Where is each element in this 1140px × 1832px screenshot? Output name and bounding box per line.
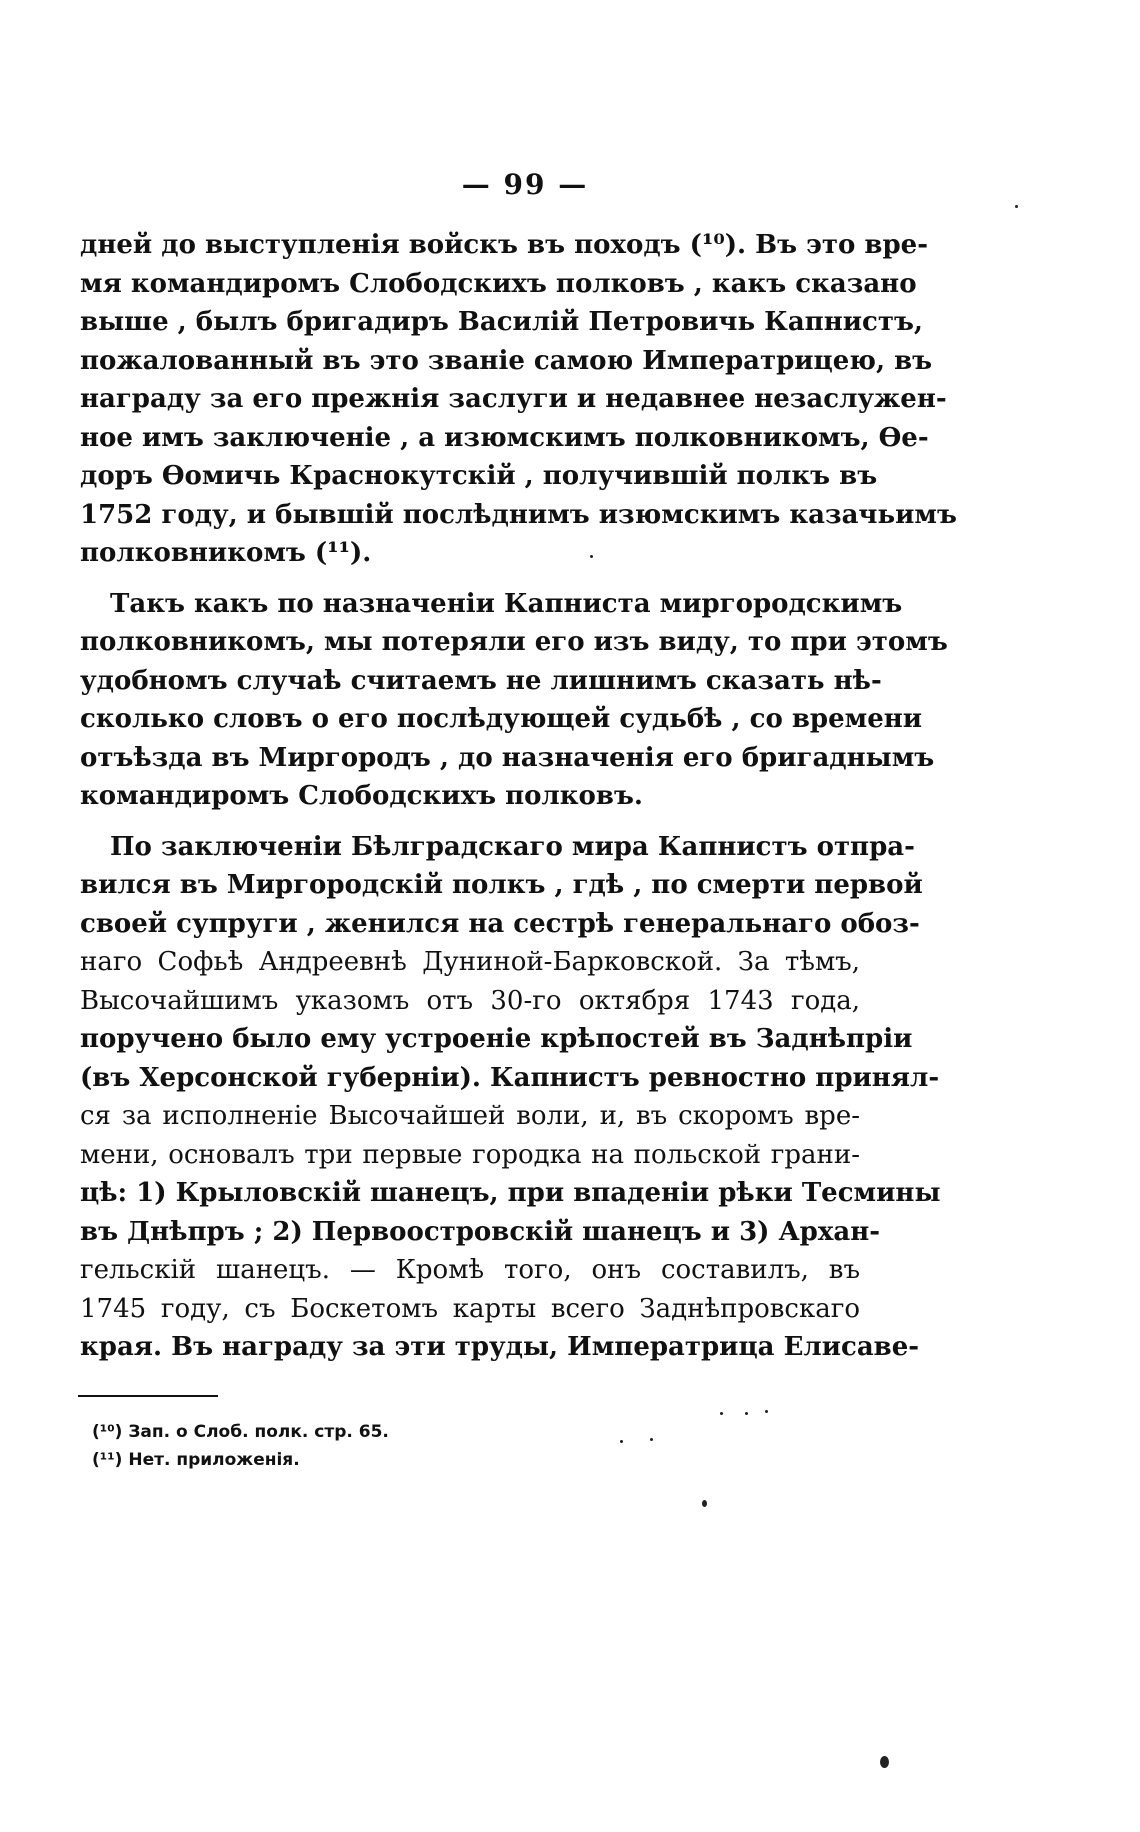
text-line: поручено было ему устроеніе крѣпостей въ Заднѣпріи: [80, 1024, 913, 1054]
text-line: полковникомъ, мы потеряли его изъ виду, то при этомъ: [80, 627, 948, 657]
text-line: награду за его прежнія заслуги и недавнее незаслужен-: [80, 384, 947, 414]
text-line: Такъ какъ по назначеніи Капниста миргородскимъ: [110, 588, 903, 619]
text-line: командиромъ Слободскихъ полковъ.: [80, 781, 643, 811]
text-line: въ Днѣпръ ; 2) Первоостровскій шанецъ и 3) Архан-: [80, 1216, 881, 1247]
paragraph-gap: [80, 816, 860, 828]
text-line: выше , былъ бригадиръ Василій Петровичь Капнистъ,: [80, 307, 923, 337]
footnotes: [92, 1418, 592, 1474]
text-line: доръ Ѳомичь Краснокутскій , получившій полкъ въ: [80, 461, 878, 491]
text-line: (въ Херсонской губерніи). Капнистъ ревностно принял-: [80, 1062, 940, 1093]
paragraph: [80, 828, 941, 1367]
scan-speck: [620, 1440, 623, 1443]
text-line: гельскій шанецъ. — Кромѣ того, онъ составилъ, въ: [80, 1255, 860, 1285]
text-line: удобномъ случаѣ считаемъ не лишнимъ сказать нѣ-: [80, 665, 882, 696]
text-line: полковникомъ (¹¹).: [80, 538, 372, 568]
footnote: (¹¹) Нет. приложенія.: [92, 1450, 300, 1470]
text-line: ное имъ заключеніе , а изюмскимъ полковникомъ, Ѳе-: [80, 422, 929, 453]
scan-speck: [720, 1412, 723, 1415]
text-line: пожалованный въ это званіе самою Императрицею, въ: [80, 345, 933, 376]
paragraph: [80, 226, 957, 573]
text-line: отъѣзда въ Миргородъ , до назначенія его бригаднымъ: [80, 742, 935, 773]
paragraph: [80, 585, 948, 816]
text-line: По заключеніи Бѣлградскаго мира Капнистъ отпра-: [110, 831, 915, 862]
scan-speck: [745, 1412, 748, 1415]
text-line: вился въ Миргородскій полкъ , гдѣ , по смерти первой: [80, 870, 923, 900]
page-number: — 99 —: [461, 168, 589, 201]
scan-speck: [880, 1756, 889, 1768]
scan-speck: [702, 1500, 707, 1507]
paragraph-gap: [80, 573, 860, 585]
footnote-divider: [78, 1395, 218, 1397]
body-text: [80, 226, 957, 1367]
text-line: сколько словъ о его послѣдующей судьбѣ , со времени: [80, 704, 923, 734]
scan-speck: [650, 1438, 653, 1441]
scan-speck: [1015, 205, 1018, 208]
text-line: края. Въ награду за эти труды, Императрица Елисаве-: [80, 1332, 920, 1362]
text-line: 1745 году, съ Боскетомъ карты всего Заднѣпровскаго: [80, 1293, 860, 1324]
text-line: дней до выступленія войскъ въ походъ (¹⁰). Въ это вре-: [80, 230, 929, 260]
text-line: 1752 году, и бывшій послѣднимъ изюмскимъ казачьимъ: [80, 499, 957, 530]
text-line: ся за исполненіе Высочайшей воли, и, въ скоромъ вре-: [80, 1101, 860, 1131]
text-line: своей супруги , женился на сестрѣ генеральнаго обоз-: [80, 908, 920, 939]
text-line: мени, основалъ три первые городка на польской грани-: [80, 1139, 860, 1170]
text-line: Высочайшимъ указомъ отъ 30-го октября 1743 года,: [80, 985, 860, 1016]
scan-speck: [765, 1410, 768, 1413]
scan-speck: [590, 555, 593, 558]
text-line: мя командиромъ Слободскихъ полковъ , какъ сказано: [80, 268, 917, 299]
text-line: цѣ: 1) Крыловскій шанецъ, при впаденіи рѣки Тесмины: [80, 1178, 941, 1208]
footnote: (¹⁰) Зап. о Слоб. полк. стр. 65.: [92, 1422, 389, 1442]
text-line: наго Софьѣ Андреевнѣ Дуниной-Барковской. За тѣмъ,: [80, 947, 860, 977]
